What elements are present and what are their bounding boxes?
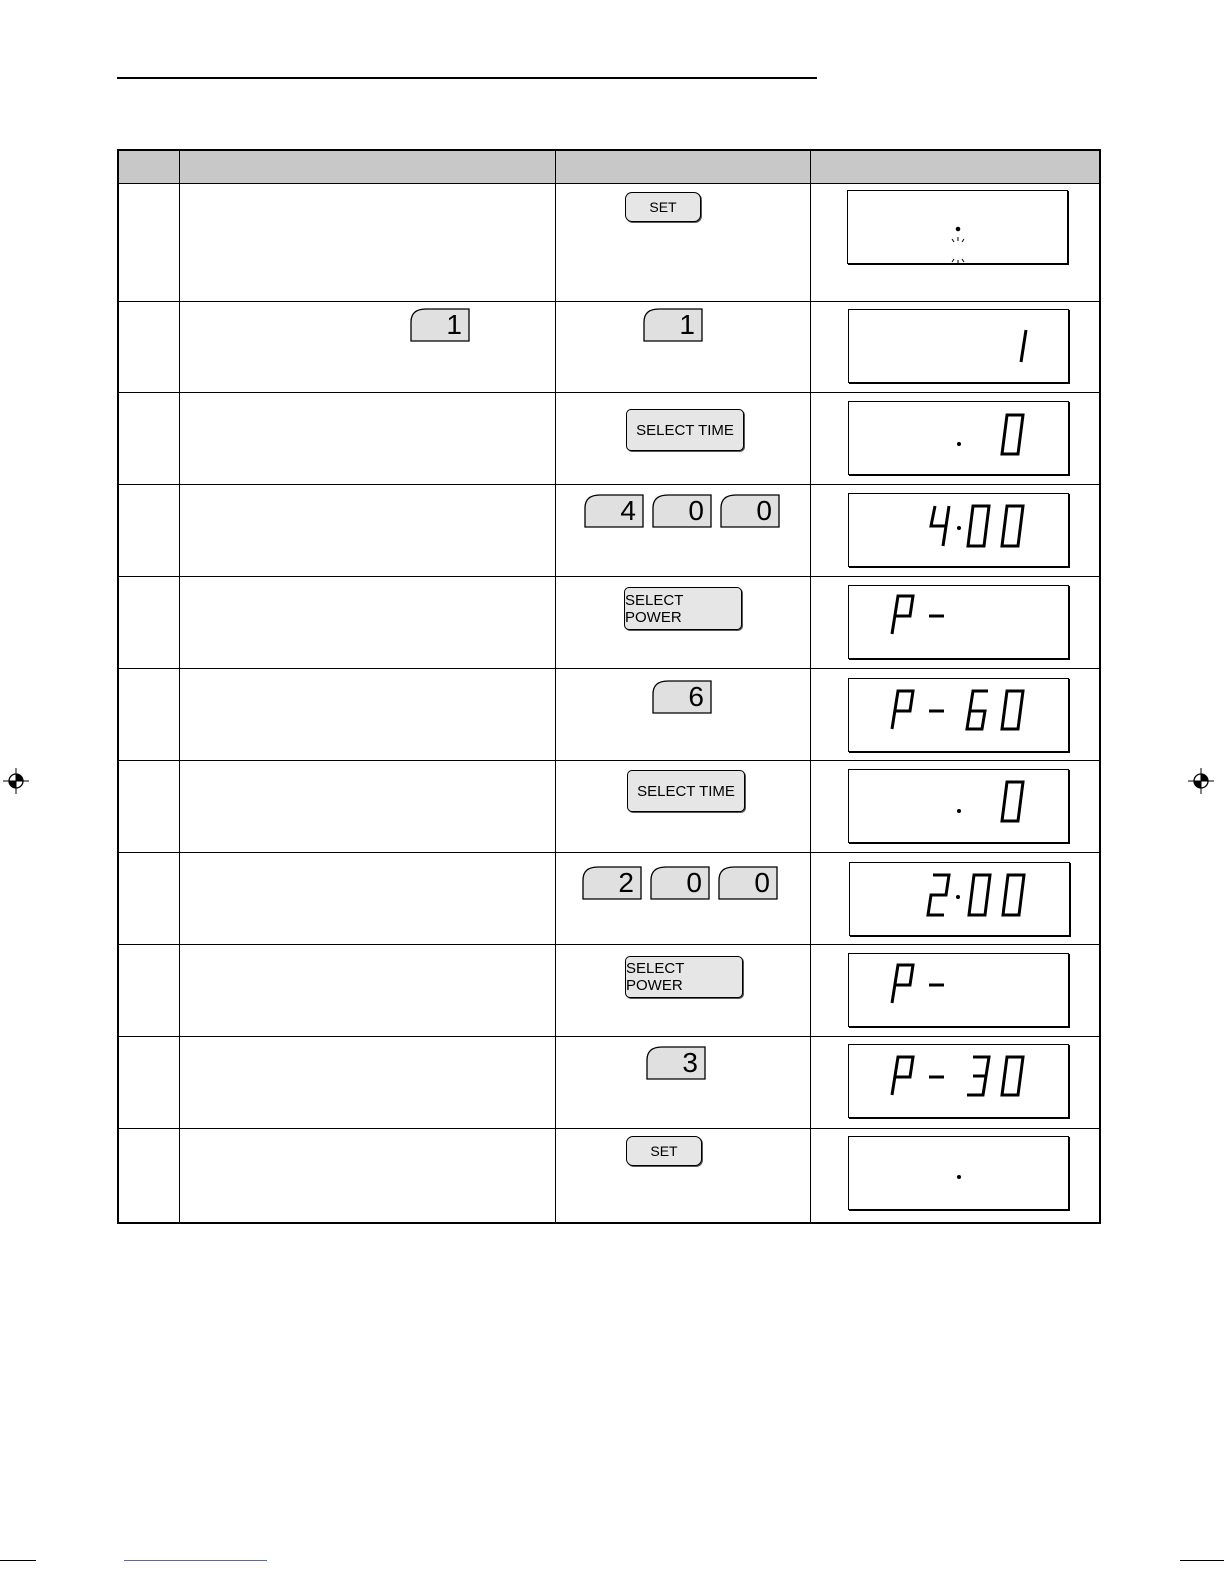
lcd-display [848, 585, 1069, 659]
lcd-readout [849, 494, 1070, 568]
select-time-button[interactable]: SELECT TIME [626, 409, 744, 451]
lcd-display [848, 493, 1069, 567]
number-key-0[interactable]: 0 [650, 866, 710, 900]
lcd-display [848, 1136, 1069, 1210]
row-divider [119, 301, 1099, 302]
crop-mark [124, 1560, 267, 1561]
lcd-readout [849, 310, 1070, 384]
crop-mark [0, 1560, 36, 1561]
number-key-6[interactable]: 6 [652, 680, 712, 714]
row-divider [119, 1036, 1099, 1037]
lcd-display [849, 862, 1070, 936]
number-key-1[interactable]: 1 [410, 308, 470, 342]
select-time-button[interactable]: SELECT TIME [627, 770, 745, 812]
lcd-readout [849, 954, 1070, 1028]
blinking-colon-icon [848, 191, 1069, 265]
number-key-3[interactable]: 3 [646, 1046, 706, 1080]
column-divider [555, 151, 556, 1222]
lcd-readout [849, 586, 1070, 660]
table-header [119, 151, 1099, 184]
lcd-display [848, 953, 1069, 1027]
lcd-readout [849, 402, 1070, 476]
select-power-button[interactable]: SELECT POWER [625, 956, 743, 998]
row-divider [119, 576, 1099, 577]
set-button[interactable]: SET [625, 192, 701, 222]
registration-mark-icon [3, 768, 29, 794]
column-divider [179, 151, 180, 1222]
number-key-0[interactable]: 0 [720, 494, 780, 528]
row-divider [119, 484, 1099, 485]
row-divider [119, 852, 1099, 853]
registration-mark-icon [1188, 768, 1214, 794]
lcd-display [848, 401, 1069, 475]
select-power-button[interactable]: SELECT POWER [624, 587, 742, 630]
number-key-2[interactable]: 2 [582, 866, 642, 900]
lcd-readout [849, 1045, 1070, 1119]
row-divider [119, 944, 1099, 945]
column-divider [810, 151, 811, 1222]
lcd-display [848, 769, 1069, 843]
number-key-0[interactable]: 0 [652, 494, 712, 528]
title-underline [117, 77, 817, 79]
crop-mark [1180, 1560, 1224, 1561]
number-key-0[interactable]: 0 [718, 866, 778, 900]
set-button[interactable]: SET [626, 1136, 702, 1166]
lcd-readout [850, 863, 1071, 937]
lcd-display [847, 190, 1068, 264]
row-divider [119, 668, 1099, 669]
lcd-readout [849, 679, 1070, 753]
lcd-display [848, 678, 1069, 752]
row-divider [119, 392, 1099, 393]
row-divider [119, 760, 1099, 761]
lcd-display [848, 1044, 1069, 1118]
number-key-1[interactable]: 1 [643, 308, 703, 342]
lcd-readout [849, 770, 1070, 844]
row-divider [119, 1128, 1099, 1129]
lcd-display [848, 309, 1069, 383]
number-key-4[interactable]: 4 [584, 494, 644, 528]
lcd-readout [849, 1137, 1070, 1211]
